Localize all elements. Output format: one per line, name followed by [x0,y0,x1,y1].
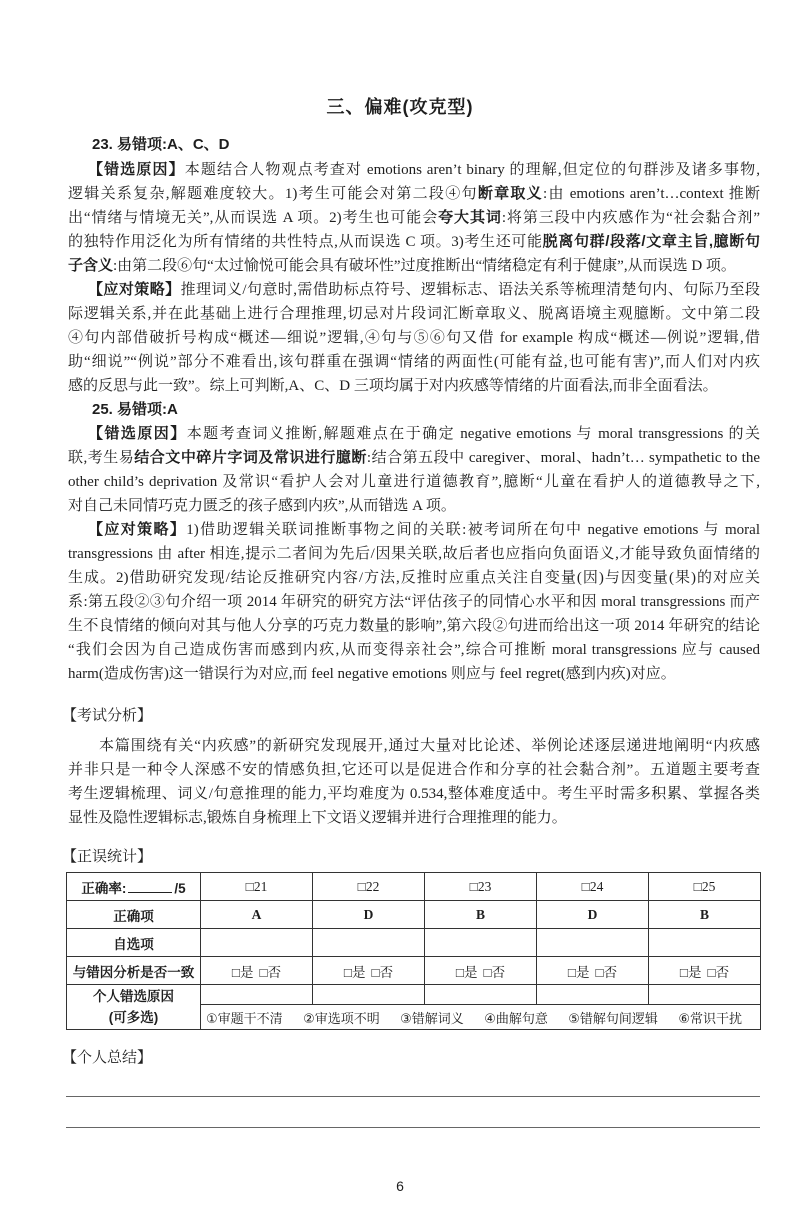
text-line [68,350,760,374]
yes-checkbox[interactable]: □是 [567,964,590,980]
reason-cell[interactable] [201,985,313,1005]
text-line [68,782,760,806]
reason-options-cell [201,1005,761,1030]
no-checkbox[interactable]: □否 [483,964,506,980]
text-line [68,278,760,302]
text-line [68,206,760,230]
text-segment: 助“细说”“例说”部分不难看出,该句群重在强调“情绪的两面性(可能有益,也可能有害)”,而人们对内疚 [68,354,760,370]
stats-heading: 【正误统计】 [62,848,153,865]
yes-checkbox[interactable]: □是 [343,964,366,980]
consistency-cell [313,957,425,985]
analysis-paragraph [68,734,760,830]
bold-text-segment: 【错选原因】 [88,161,185,178]
text-segment: 推理词义/句意时,需借助标点符号、逻辑标志、语法关系等梳理清楚句内、句际乃至段 [180,282,760,298]
bold-text-segment: 【错选原因】 [88,425,187,442]
text-segment: 本题结合人物观点考查对 emotions aren’t binary 的理解,但定位的句群涉及诸多事物, [184,162,760,178]
yes-checkbox[interactable]: □是 [679,964,702,980]
text-segment: 对自己未同情巧克力匮乏的孩子感到内疚”,从而错选 A 项。 [68,498,456,514]
chosen-answer-cell[interactable] [201,929,313,957]
text-segment: 生不良情绪的倾向对其与他人分享的巧克力数量的影响”,第六段②句进而给出这一项 2014 年研究的结论 [68,618,760,634]
q23-error-reason [68,158,760,278]
bold-text-segment: 【应对策略】 [88,281,181,298]
chosen-answer-cell[interactable] [313,929,425,957]
summary-write-line[interactable] [66,1096,760,1097]
chosen-answer-cell[interactable] [425,929,537,957]
text-line [68,302,760,326]
yes-checkbox[interactable]: □是 [455,964,478,980]
bold-text-segment: 夸大其词 [438,209,502,226]
summary-heading: 【个人总结】 [62,1049,153,1066]
stats-table [66,872,761,1030]
text-segment: harm(造成伤害)这一错误行为对应,而 feel negative emotions 则应与 feel regret(感到内疚)对应。 [68,666,676,682]
text-segment: 显性及隐性逻辑标志,锻炼自身梳理上下文语义逻辑并进行合理推理的能力。 [68,810,567,826]
text-segment: :结合第五段中 caregiver、moral、hadn’t… sympathetic to the [366,450,760,466]
bold-text-segment: 子含义 [68,257,114,274]
consistency-cell [425,957,537,985]
text-line [68,590,760,614]
correct-answer-label: 正确项 [67,901,201,929]
text-segment: transgressions 由 after 相连,提示二者间为先后/因果关联,故后者也应指向负面语义,才能导致负面情绪的 [68,546,760,562]
reason-option[interactable]: ④曲解句意 [484,1010,548,1026]
bold-text-segment: 脱离句群/段落/文章主旨,臆断句 [542,233,760,250]
text-line [68,446,760,470]
consistency-cell [537,957,649,985]
reason-label: 个人错选原因 [93,989,174,1004]
stats-row-chosen [67,929,761,957]
text-segment: :由第二段⑥句“太过愉悦可能会具有破坏性”过度推断出“情绪稳定有利于健康”,从而误选 D 项。 [113,258,736,274]
correct-answer: A [201,901,313,929]
text-segment: 联,考生易 [68,450,135,466]
summary-write-line[interactable] [66,1127,760,1128]
q25-strategy [68,518,760,686]
q25-heading: 25. 易错项:A [92,401,178,418]
yes-checkbox[interactable]: □是 [231,964,254,980]
section-title: 三、偏难(攻克型) [326,97,474,117]
chosen-answer-label: 自选项 [67,929,201,957]
consistency-cell [201,957,313,985]
reason-option[interactable]: ⑤错解句间逻辑 [568,1010,658,1026]
text-segment: :由 emotions aren’t…context 推断 [542,186,760,202]
reason-option[interactable]: ③错解词义 [400,1010,464,1026]
q23-strategy [68,278,760,398]
bold-text-segment: 断章取义 [477,185,543,202]
question-checkbox-21[interactable]: □21 [201,873,313,901]
accuracy-total: /5 [174,880,186,896]
bold-text-segment: 结合文中碎片字词及常识进行臆断 [134,449,367,466]
question-checkbox-23[interactable]: □23 [425,873,537,901]
accuracy-blank[interactable] [128,878,172,893]
reason-options [201,1005,760,1029]
reason-label-cell [67,985,201,1030]
no-checkbox[interactable]: □否 [371,964,394,980]
text-segment: 感的反思与此一致”。综上可判断,A、C、D 三项均属于对内疚感等情绪的片面看法,而非全面看法。 [68,378,718,394]
chosen-answer-cell[interactable] [649,929,761,957]
text-line [68,758,760,782]
text-segment: other child’s deprivation 及常识“看护人会对儿童进行道德教育”,臆断“儿童在看护人的道德教导之下, [68,474,760,490]
text-line [68,566,760,590]
reason-cell[interactable] [537,985,649,1005]
text-segment: 出“情绪与情境无关”,从而误选 A 项。2)考生也可能会 [68,210,439,226]
text-line [68,542,760,566]
text-segment: 的独特作用泛化为所有情绪的共性特点,从而误选 C 项。3)考生还可能 [68,234,543,250]
text-line [68,422,760,446]
reason-option[interactable]: ①审题干不清 [206,1010,283,1026]
text-line [68,518,760,542]
text-line [68,614,760,638]
text-line [68,182,760,206]
no-checkbox[interactable]: □否 [707,964,730,980]
text-line [68,326,760,350]
text-line [68,494,760,518]
correct-answer: B [649,901,761,929]
no-checkbox[interactable]: □否 [595,964,618,980]
text-segment: 本题考查词义推断,解题难点在于确定 negative emotions 与 moral transgressions 的关 [186,426,760,442]
accuracy-cell [67,873,201,901]
correct-answer: B [425,901,537,929]
correct-answer: D [537,901,649,929]
text-segment: 本篇围绕有关“内疚感”的新研究发现展开,通过大量对比论述、举例论述逐层递进地阐明“内疚感 [99,738,760,754]
analysis-heading: 【考试分析】 [62,707,153,724]
accuracy-label: 正确率: [81,880,127,896]
reason-cell[interactable] [425,985,537,1005]
text-segment: 并非只是一种令人深感不安的情感负担,它还可以是促进合作和分享的社会黏合剂”。五道题主要考查 [68,762,760,778]
chosen-answer-cell[interactable] [537,929,649,957]
stats-row-accuracy [67,873,761,901]
text-line [68,806,760,830]
consistency-cell [649,957,761,985]
consistency-label: 与错因分析是否一致 [67,957,201,985]
text-line [68,638,760,662]
stats-row-consistency [67,957,761,985]
text-segment: 系:第五段②③句介绍一项 2014 年研究的研究方法“评估孩子的同情心水平和因 moral transgressions 而产 [68,594,760,610]
text-line [68,254,760,278]
q23-heading: 23. 易错项:A、C、D [92,136,230,153]
text-segment: 逻辑关系复杂,解题难度较大。1)考生可能会对第二段④句 [68,186,478,202]
text-line [68,470,760,494]
page-number: 6 [396,1178,404,1194]
reason-option[interactable]: ⑥常识干扰 [678,1010,742,1026]
text-segment: 生成。2)借助研究发现/结论反推研究内容/方法,反推时应重点关注自变量(因)与因变量(果)的对应关 [68,570,760,586]
text-segment: 考生逻辑梳理、词义/句意推理的能力,平均难度为 0.534,整体难度适中。考生平时需多积累、掌握各类 [68,786,760,802]
text-segment: 际逻辑关系,并在此基础上进行合理推理,切忌对片段词汇断章取义、脱离语境主观臆断。文中第二段 [68,306,760,322]
text-line [68,734,760,758]
no-checkbox[interactable]: □否 [259,964,282,980]
stats-row-reason [67,985,761,1005]
reason-cell[interactable] [649,985,761,1005]
text-segment: 1)借助逻辑关联词推断事物之间的关联:被考词所在句中 negative emotions 与 moral [186,522,760,538]
text-line [68,662,760,686]
correct-answer: D [313,901,425,929]
text-segment: “我们会因为自己造成伤害而感到内疚,从而变得亲社会”,综合可推断 moral transgressions 应与 caused [68,642,760,658]
reason-option[interactable]: ②审选项不明 [303,1010,380,1026]
q25-error-reason [68,422,760,518]
question-checkbox-25[interactable]: □25 [649,873,761,901]
reason-cell[interactable] [313,985,425,1005]
text-segment: :将第三段中内疚感作为“社会黏合剂” [501,210,760,226]
stats-row-correct [67,901,761,929]
question-checkbox-22[interactable]: □22 [313,873,425,901]
reason-note: (可多选) [108,1010,159,1025]
text-line [68,374,760,398]
bold-text-segment: 【应对策略】 [88,521,187,538]
question-checkbox-24[interactable]: □24 [537,873,649,901]
text-line [68,230,760,254]
text-line [68,158,760,182]
text-segment: ④句内部借破折号构成“概述—细说”逻辑,④句与⑤⑥句又借 for example 构成“概述—例说”逻辑,借 [68,330,760,346]
